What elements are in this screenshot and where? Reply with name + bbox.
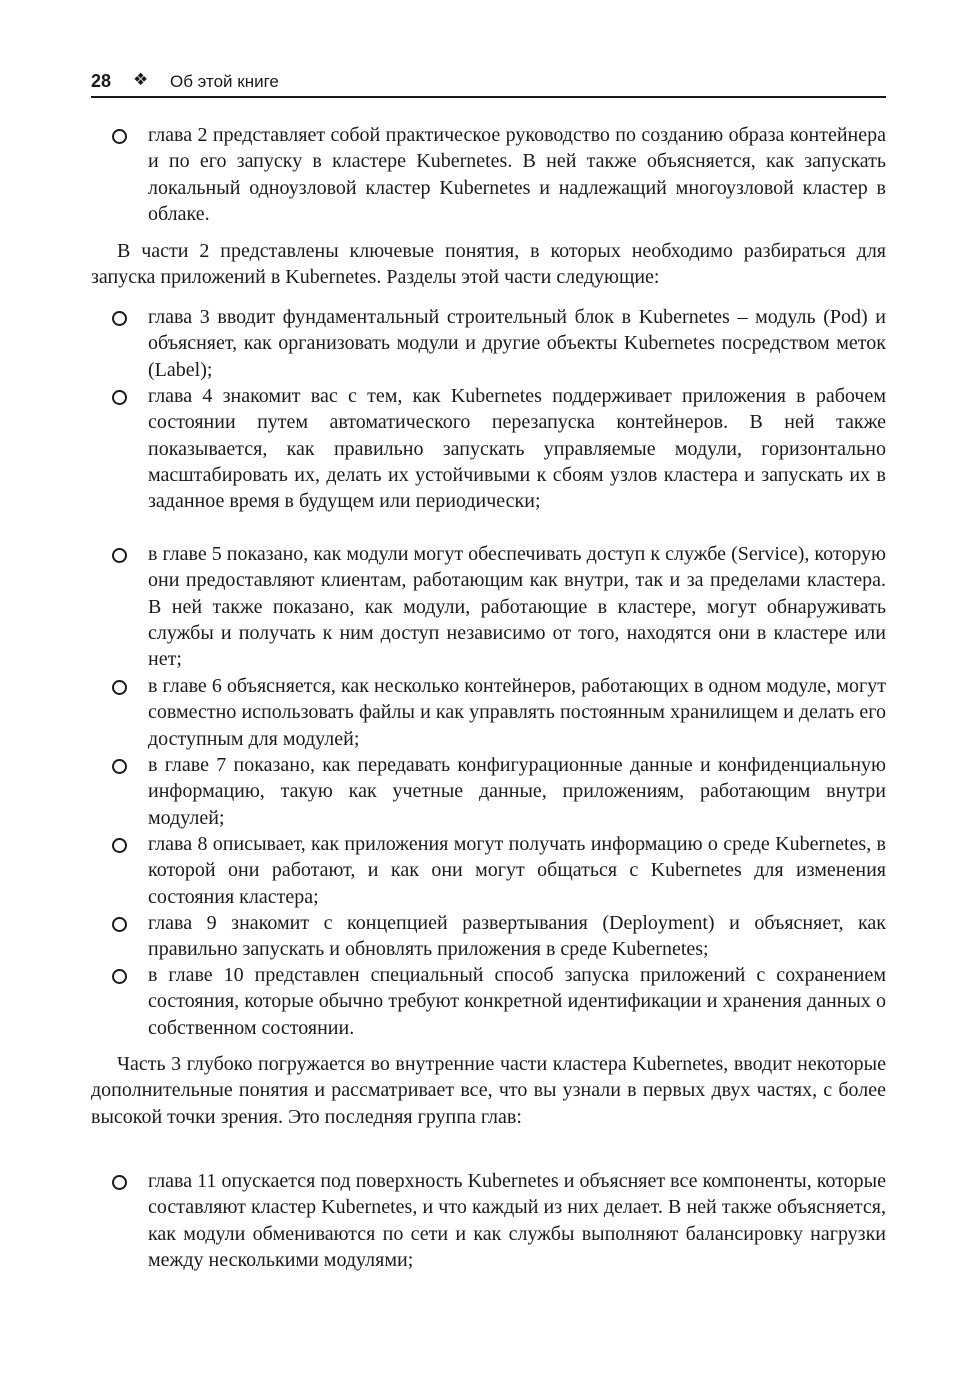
bullet-icon xyxy=(112,548,127,563)
bullet-icon xyxy=(112,311,127,326)
bullet-icon xyxy=(112,838,127,853)
list-item: в главе 6 объясняется, как несколько контейнеров, работающих в одном модуле, могут совместно использовать файлы и как управлять постоянным хранилищем и делать его доступным для модулей; xyxy=(148,675,886,750)
paragraph: Часть 3 глубоко погружается во внутренние части кластера Kubernetes, вводит некоторые дополнительные понятия и рассматривает все, что вы узнали в первых двух частях, с более высокой точки зрения. Это последняя группа глав: xyxy=(91,1053,886,1128)
list-item: в главе 7 показано, как передавать конфигурационные данные и конфиденциальную информацию, такую как учетные данные, приложениям, работающим внутри модулей; xyxy=(148,754,886,829)
running-header xyxy=(91,66,886,98)
list-item: глава 8 описывает, как приложения могут получать информацию о среде Kubernetes, в которой они работают, и как они могут общаться с Kubernetes для изменения состояния кластера; xyxy=(148,833,886,908)
list-item: в главе 5 показано, как модули могут обеспечивать доступ к службе (Service), которую они предоставляют клиентам, работающим как внутри, так и за пределами кластера. В ней также показано, как модули, работающие в кластере, могут обнаруживать службы и получать к ним доступ независимо от того, находятся они в кластере или нет; xyxy=(148,543,886,671)
list-item: глава 4 знакомит вас с тем, как Kubernetes поддерживает приложения в рабочем состоянии путем автоматического перезапуска контейнеров. В ней также показывается, как правильно запускать управляемые модули, горизонтально масштабировать их, делать их устойчивыми к сбоям узлов кластера и запускать их в заданное время в будущем или периодически; xyxy=(148,385,886,513)
bullet-icon xyxy=(112,390,127,405)
list-item: глава 3 вводит фундаментальный строительный блок в Kubernetes – модуль (Pod) и объясняет, как организовать модули и другие объекты Kubernetes посредством меток (Label); xyxy=(148,306,886,381)
list-item: глава 9 знакомит с концепцией развертывания (Deployment) и объясняет, как правильно запускать и обновлять приложения в среде Kubernetes; xyxy=(148,912,886,961)
bullet-icon xyxy=(112,917,127,932)
ornament-icon: ❖ xyxy=(133,70,149,89)
bullet-icon xyxy=(112,969,127,984)
list-item: глава 2 представляет собой практическое руководство по созданию образа контейнера и по его запуску в кластере Kubernetes. В ней также объясняется, как запускать локальный одноузловой кластер Kubernetes и надлежащий многоузловой кластер в облаке. xyxy=(148,124,886,225)
bullet-icon xyxy=(112,759,127,774)
bullet-icon xyxy=(112,1175,127,1190)
bullet-icon xyxy=(112,680,127,695)
bullet-icon xyxy=(112,129,127,144)
paragraph: В части 2 представлены ключевые понятия, в которых необходимо разбираться для запуска приложений в Kubernetes. Разделы этой части следующие: xyxy=(91,240,886,289)
list-item: в главе 10 представлен специальный способ запуска приложений с сохранением состояния, которые обычно требуют конкретной идентификации и хранения данных о собственном состоянии. xyxy=(148,964,886,1039)
page-number: 28 xyxy=(91,71,112,91)
chapter-title: Об этой книге xyxy=(170,72,279,91)
list-item: глава 11 опускается под поверхность Kubernetes и объясняет все компоненты, которые составляют кластер Kubernetes, и что каждый из них делает. В ней также объясняется, как модули обмениваются по сети и как службы выполняют балансировку нагрузки между несколькими модулями; xyxy=(148,1170,886,1271)
